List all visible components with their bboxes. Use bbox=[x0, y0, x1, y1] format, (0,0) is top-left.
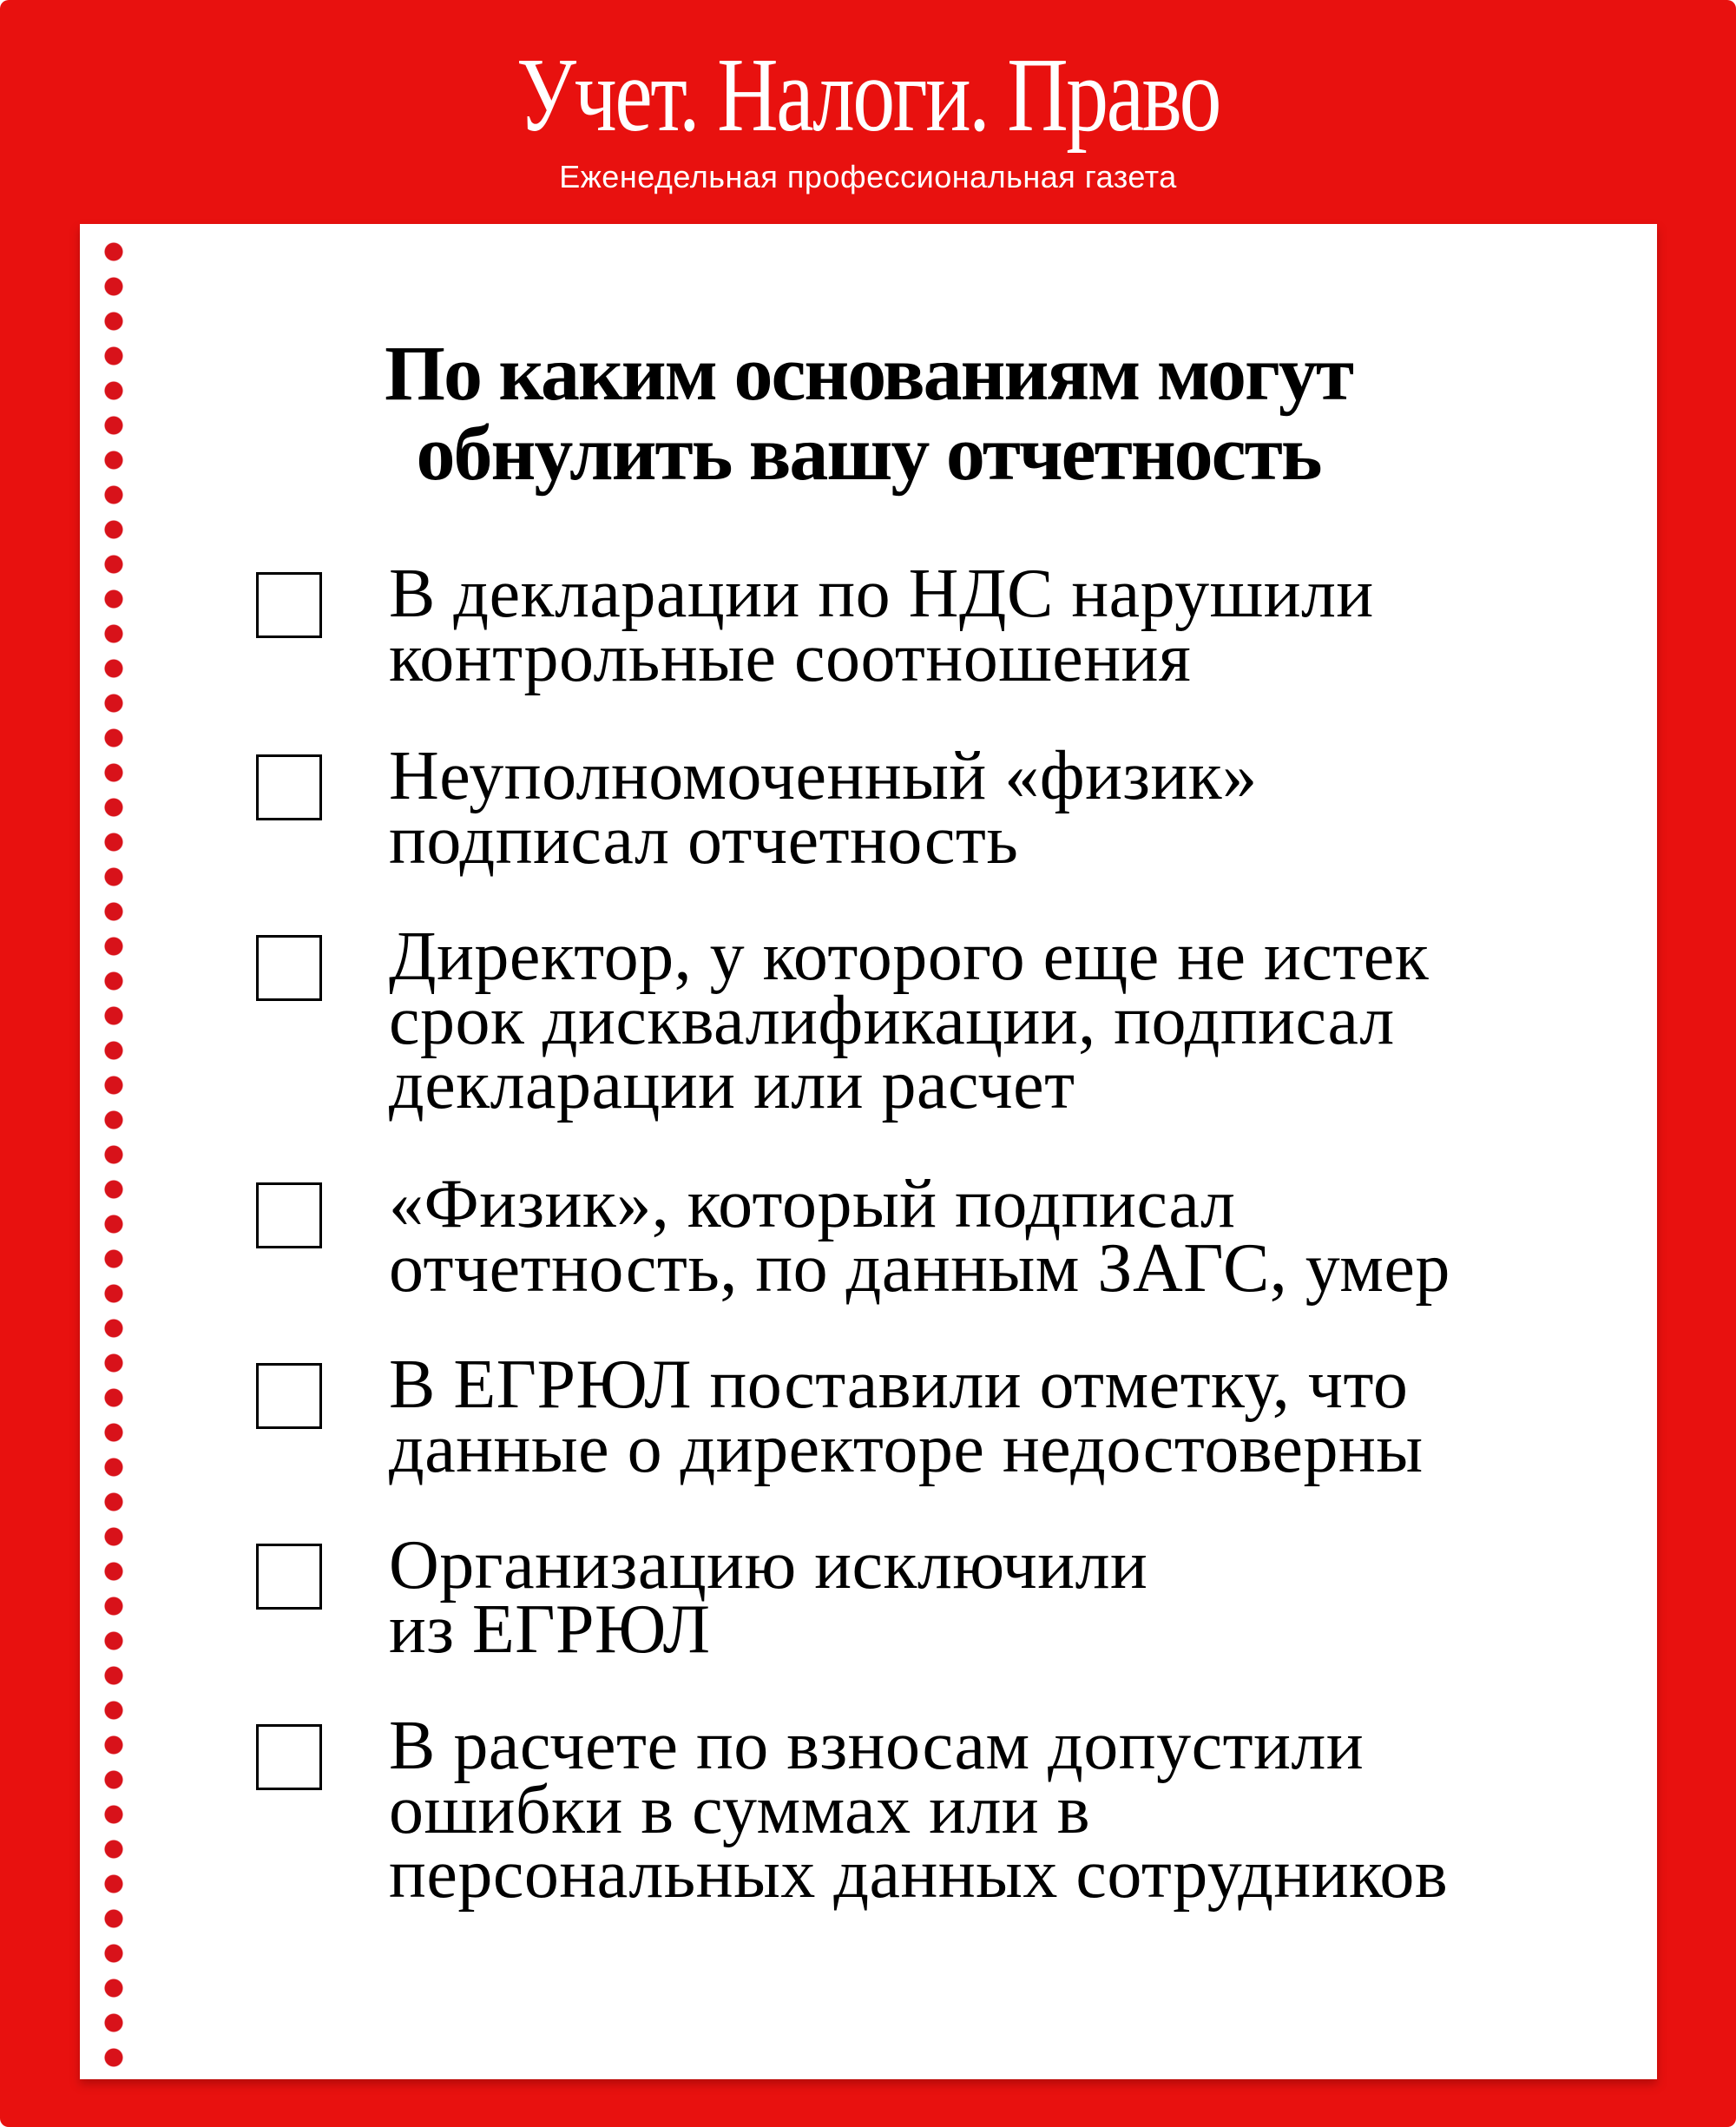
checklist-item-text: В декларации по НДС нарушили контрольные соотношения bbox=[389, 556, 1374, 696]
checklist-item-text: В ЕГРЮЛ поставили отметку, что данные о директоре недостоверны bbox=[389, 1347, 1424, 1487]
checkbox[interactable] bbox=[256, 1363, 322, 1429]
checklist bbox=[80, 224, 1657, 2079]
page-title-text: По каким основаниям могут обнулить вашу отчетность bbox=[384, 331, 1353, 497]
checklist-item-text: «Физик», который подписал отчетность, по данным ЗАГС, умер bbox=[389, 1166, 1450, 1307]
newspaper-logo: Учет. Налоги. Право bbox=[516, 36, 1220, 154]
checklist-item-text: Директор, у которого еще не истек срок дисквалификации, подписал декларации или расчет bbox=[389, 919, 1430, 1123]
checklist-item-text: Организацию исключили из ЕГРЮЛ bbox=[389, 1527, 1148, 1668]
checklist-item-text: Неуполномоченный «физик» подписал отчетность bbox=[389, 738, 1258, 879]
checkbox[interactable] bbox=[256, 572, 322, 638]
newspaper-tagline: Еженедельная профессиональная газета bbox=[559, 159, 1177, 194]
checkbox[interactable] bbox=[256, 1724, 322, 1790]
checkbox[interactable] bbox=[256, 754, 322, 820]
newspaper-header bbox=[0, 0, 1736, 221]
checkbox[interactable] bbox=[256, 1544, 322, 1610]
checklist-item-text: В расчете по взносам допустили ошибки в суммах или в персональных данных сотрудников bbox=[389, 1708, 1449, 1913]
checklist-sheet bbox=[80, 224, 1657, 2079]
checkbox[interactable] bbox=[256, 935, 322, 1001]
checkbox[interactable] bbox=[256, 1182, 322, 1248]
